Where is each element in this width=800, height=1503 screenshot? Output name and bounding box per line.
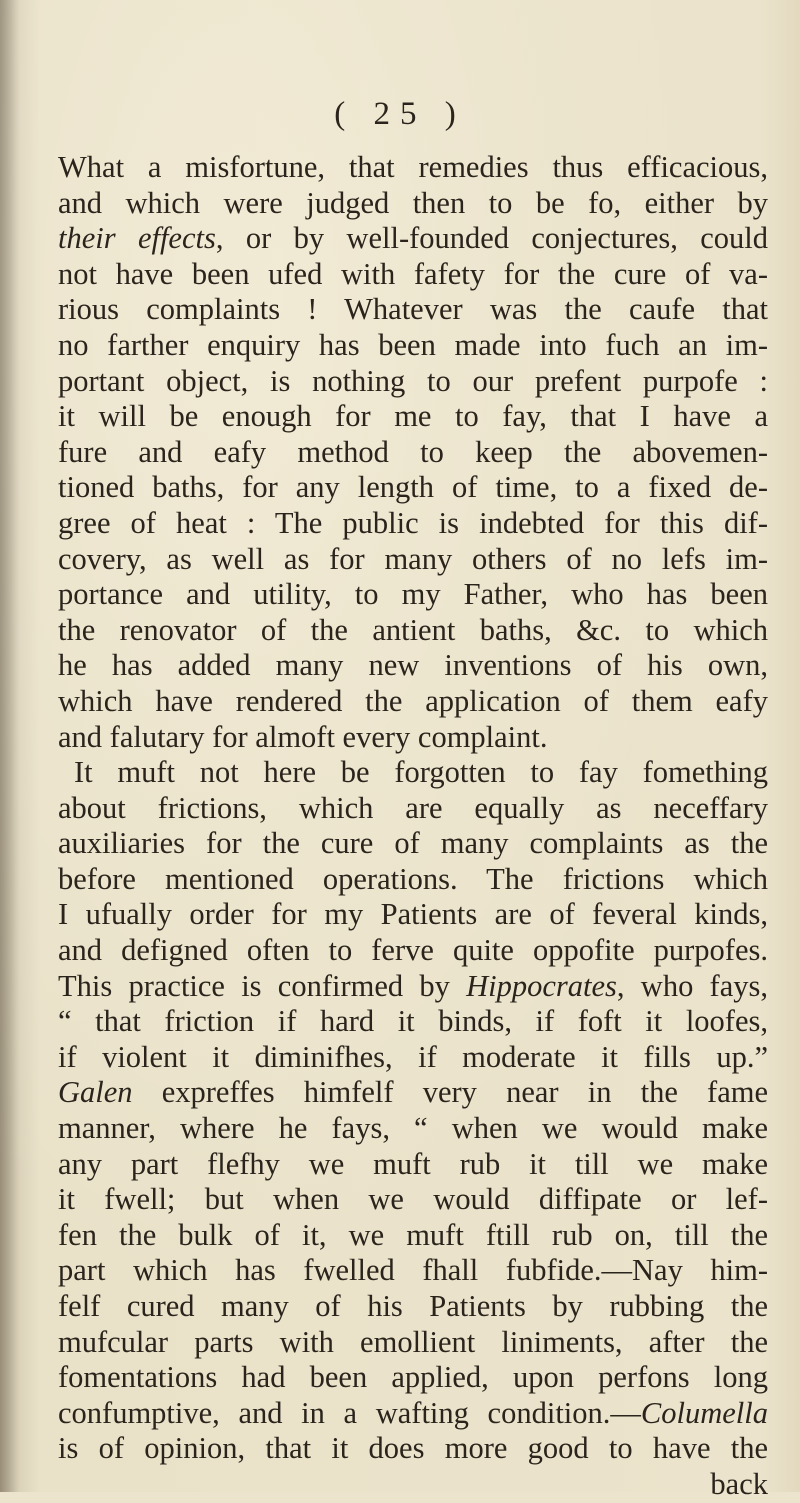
- body-text: [58, 150, 768, 1503]
- text-line: covery, as well as for many others of no lefs im-: [58, 541, 768, 576]
- text-line: portance and utility, to my Father, who has been: [58, 577, 768, 612]
- text-line: if violent it diminifhes, if moderate it fills up.”: [58, 1039, 768, 1074]
- text-line: rious complaints ! Whatever was the caufe that: [58, 292, 768, 327]
- text-line: it fwell; but when we would diffipate or lef-: [58, 1182, 768, 1217]
- text-line: confumptive, and in a wafting condition.—Columella: [58, 1395, 768, 1430]
- text-line: auxiliaries for the cure of many complaints as the: [58, 826, 768, 861]
- text-line: and falutary for almoft every complaint.: [58, 719, 548, 754]
- text-line: he has added many new inventions of his own,: [58, 648, 768, 683]
- text-line: fure and eafy method to keep the abovemen-: [58, 434, 768, 469]
- text-line: and defigned often to ferve quite oppofite purpofes.: [58, 933, 768, 968]
- text-line: Galen expreffes himfelf very near in the fame: [58, 1075, 768, 1110]
- text-line: manner, where he fays, “ when we would make: [58, 1111, 768, 1146]
- text-line: about frictions, which are equally as neceffary: [58, 790, 768, 825]
- text-line: mufcular parts with emollient liniments, after the: [58, 1324, 768, 1359]
- text-line: portant object, is nothing to our prefent purpofe :: [58, 363, 768, 398]
- text-line: fen the bulk of it, we muft ftill rub on, till the: [58, 1217, 768, 1252]
- text-line: This practice is confirmed by Hippocrates, who fays,: [58, 968, 768, 1003]
- text-line: the renovator of the antient baths, &c. to which: [58, 612, 768, 647]
- text-line: it will be enough for me to fay, that I have a: [58, 399, 768, 434]
- text-line: What a misfortune, that remedies thus efficacious,: [58, 150, 768, 184]
- gutter-shadow: [0, 0, 20, 1492]
- text-line: and which were judged then to be fo, either by: [58, 185, 768, 220]
- text-line: before mentioned operations. The frictions which: [58, 861, 768, 896]
- text-line: which have rendered the application of them eafy: [58, 683, 768, 718]
- text-line: tioned baths, for any length of time, to a fixed de-: [58, 470, 768, 505]
- text-line: “ that friction if hard it binds, if foft it loofes,: [58, 1004, 768, 1039]
- text-line: is of opinion, that it does more good to have the: [58, 1431, 768, 1466]
- text-line: gree of heat : The public is indebted for this dif-: [58, 505, 768, 540]
- text-line: their effects, or by well-founded conjectures, could: [58, 221, 768, 256]
- text-line: fomentations had been applied, upon perfons long: [58, 1360, 768, 1395]
- page-number-header: ( 25 ): [334, 96, 466, 132]
- text-line: not have been ufed with fafety for the cure of va-: [58, 256, 768, 291]
- catchword: back: [710, 1466, 768, 1501]
- text-line: It muft not here be forgotten to fay fomething: [74, 755, 768, 790]
- text-line: felf cured many of his Patients by rubbing the: [58, 1289, 768, 1323]
- text-line: no farther enquiry has been made into fuch an im-: [58, 327, 768, 362]
- text-line: part which has fwelled fhall fubfide.—Nay him-: [58, 1253, 768, 1288]
- text-line: any part flefhy we muft rub it till we make: [58, 1146, 768, 1181]
- text-line: I ufually order for my Patients are of feveral kinds,: [58, 897, 768, 932]
